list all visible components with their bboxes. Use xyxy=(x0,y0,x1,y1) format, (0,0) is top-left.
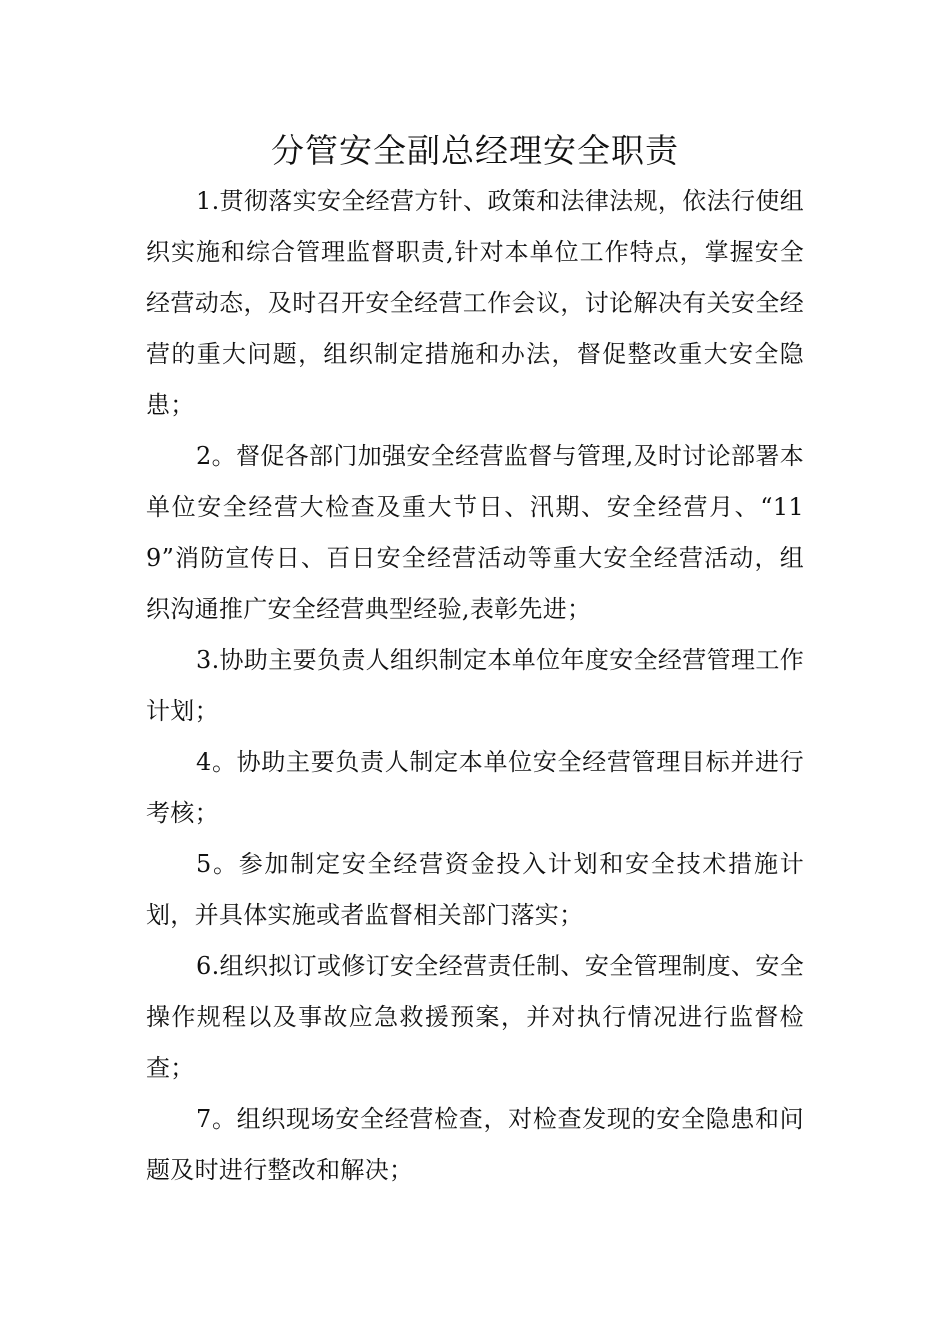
duty-item-7: 7。组织现场安全经营检查，对检查发现的安全隐患和问题及时进行整改和解决； xyxy=(146,1105,804,1184)
duty-item-4: 4。协助主要负责人制定本单位安全经营管理目标并进行考核； xyxy=(146,748,804,827)
duty-item-3: 3.协助主要负责人组织制定本单位年度安全经营管理工作计划； xyxy=(146,646,804,725)
document-body xyxy=(146,176,804,1196)
duty-item-2: 2。督促各部门加强安全经营监督与管理,及时讨论部署本单位安全经营大检查及重大节日、汛期、安全经营月、“119”消防宣传日、百日安全经营活动等重大安全经营活动，组织沟通推广安全经营典型经验,表彰先进； xyxy=(146,442,804,623)
duty-item-6: 6.组织拟订或修订安全经营责任制、安全管理制度、安全操作规程以及事故应急救援预案，并对执行情况进行监督检查； xyxy=(146,952,804,1082)
document-title: 分管安全副总经理安全职责 xyxy=(271,131,679,170)
duty-item-5: 5。参加制定安全经营资金投入计划和安全技术措施计划，并具体实施或者监督相关部门落实； xyxy=(146,850,804,929)
duty-item-1: 1.贯彻落实安全经营方针、政策和法律法规，依法行使组织实施和综合管理监督职责,针对本单位工作特点，掌握安全经营动态，及时召开安全经营工作会议，讨论解决有关安全经营的重大问题，组织制定措施和办法，督促整改重大安全隐患； xyxy=(146,187,804,419)
